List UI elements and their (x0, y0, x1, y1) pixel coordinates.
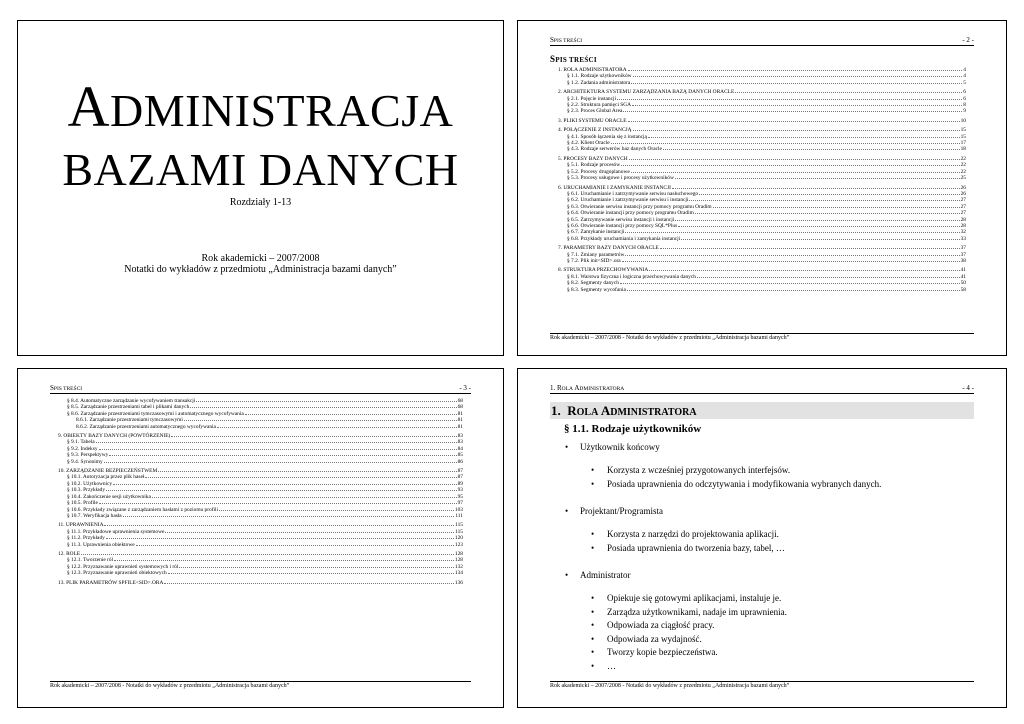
toc-leader-dots (136, 545, 454, 546)
toc-entry-title: 11. UPRAWNIENIA (58, 522, 104, 529)
responsibility-item: • Opiekuje się gotowymi aplikacjami, instaluje je. (562, 592, 986, 606)
page-number: - 3 - (459, 384, 471, 392)
toc-entry-page: 15 (960, 127, 966, 134)
toc-leader-dots (184, 420, 457, 421)
toc-entry-title: § 5.1. Rodzaje procesów (567, 162, 621, 169)
toc-entry-page: 38 (960, 257, 966, 264)
toc-leader-dots (695, 213, 960, 214)
responsibility-item: • Korzysta z narzędzi do projektowania aplikacji. (562, 528, 986, 542)
toc-leader-dots (104, 525, 454, 526)
toc-leader-dots (675, 220, 959, 221)
toc-entry-page: 26 (960, 190, 966, 197)
toc-entry-title: 8. STRUKTURA PRZECHOWYWANIA (558, 267, 649, 274)
toc-leader-dots (158, 471, 456, 472)
toc-leader-dots (681, 239, 959, 240)
toc-entry-page: 41 (960, 273, 966, 280)
toc-leader-dots (628, 121, 960, 122)
toc-entry-title: § 4.1. Sposób łączenia się z instancją (567, 133, 647, 140)
toc-leader-dots (623, 111, 962, 112)
toc-entry-title: § 2.1. Pojęcie instancji (567, 95, 616, 102)
toc-leader-dots (633, 76, 963, 77)
toc-entry-page: 120 (454, 535, 463, 542)
page-header (50, 383, 471, 394)
toc-entry-page: 27 (960, 210, 966, 217)
toc-entry-title: § 2.2. Struktura pamięci SGA (567, 102, 632, 109)
toc-entry-title: § 12.1. Tworzenie ról (67, 557, 114, 564)
toc-entry[interactable] (58, 570, 463, 576)
toc-entry[interactable] (558, 108, 966, 114)
toc-entry-page: 9 (963, 108, 966, 115)
toc-entry-title: 8.6.1. Zarządzanie przestrzeniami tymczasowymi (76, 417, 183, 424)
toc-leader-dots (672, 188, 960, 189)
toc-leader-dots (164, 583, 454, 584)
toc-leader-dots (699, 194, 959, 195)
toc-entry-title: § 6.5. Zatrzymywanie serwisu instancji i instancji (567, 216, 675, 223)
toc-entry-title: § 11.1. Przykładowe uprawnienia systemowe (67, 528, 165, 535)
toc-entry-page: 6 (963, 95, 966, 102)
toc-entry-page: 128 (454, 550, 463, 557)
toc-entry-title: § 8.5. Zarządzanie przestrzeniami tabel i plikami danych (67, 404, 190, 411)
toc-entry-page: 27 (960, 197, 966, 204)
toc-entry-page: 28 (960, 216, 966, 223)
toc-entry[interactable] (58, 459, 463, 465)
toc-entry-title: 8.6.2. Zarządzanie przestrzeniami automatycznego wycofywania (76, 423, 216, 430)
toc-leader-dots (113, 484, 456, 485)
toc-leader-dots (625, 232, 959, 233)
toc-entry[interactable] (558, 258, 966, 264)
toc-leader-dots (114, 560, 454, 561)
toc-entry-page: 134 (454, 570, 463, 577)
page-footer: Rok akademicki – 2007/2008 - Notatki do wykładów z przedmiotu „Administracja bazami danych” (550, 333, 974, 341)
toc-leader-dots (631, 83, 962, 84)
toc-entry-page: 86 (457, 458, 463, 465)
toc-entry-page: 83 (457, 433, 463, 440)
toc-entry-page: 25 (960, 175, 966, 182)
toc-entry-title: § 6.8. Przykłady uruchamiania i zamykania instancji (567, 235, 681, 242)
toc-leader-dots (123, 516, 455, 517)
toc-leader-dots (96, 442, 457, 443)
user-type-item: • Projektant/Programista (562, 505, 986, 517)
toc-leader-dots (165, 532, 454, 533)
course-notes: Notatki do wykładów z przedmiotu „Administracja bazami danych” (124, 264, 397, 275)
toc-entry-title: § 12.2. Przyznawanie uprawnień systemowych i ról (67, 563, 179, 570)
chapters-label: Rozdziały 1-13 (229, 197, 292, 208)
page-number: - 2 - (962, 36, 974, 44)
toc-entry-page: 89 (457, 480, 463, 487)
toc-leader-dots (196, 401, 456, 402)
toc-entry-title: § 7.1. Zmiany parametrów (567, 251, 625, 258)
toc-leader-dots (629, 159, 960, 160)
toc-entry-title: 9. OBIEKTY BAZY DANYCH (POWTÓRZENIE) (58, 433, 171, 440)
toc-leader-dots (617, 99, 962, 100)
toc-entry-page: 22 (960, 162, 966, 169)
user-type-item: • Administrator (562, 569, 986, 581)
toc-entry-page: 18 (960, 146, 966, 153)
toc-entry-title: § 11.3. Uprawnienia obiektowe (67, 541, 135, 548)
toc-entry-title: § 6.4. Otwieranie instancji przy pomocy programu Oradim (567, 210, 694, 217)
responsibility-item: • Korzysta z wcześniej przygotowanych interfejsów. (562, 464, 986, 478)
toc-entry-title: 3. PLIKI SYSTEMU ORACLE (558, 117, 627, 124)
page-number: - 4 - (962, 384, 974, 392)
toc-title: SPIS TREŚCI (550, 54, 597, 64)
toc-page-2 (517, 20, 1007, 356)
toc-entry-page: 22 (960, 168, 966, 175)
header-section-title: SPIS TREŚCI (50, 384, 83, 392)
toc-leader-dots (219, 510, 454, 511)
toc-entry-page: 10 (960, 117, 966, 124)
toc-leader-dots (106, 490, 457, 491)
toc-leader-dots (627, 290, 960, 291)
toc-leader-dots (628, 70, 963, 71)
toc-entry-title: 12. ROLE (58, 550, 81, 557)
toc-entry-page: 6 (963, 89, 966, 96)
toc-entry-title: § 6.2. Uruchamianie i zatrzymywanie serwisu i instancji (567, 197, 689, 204)
page-header (550, 383, 974, 394)
responsibility-item: • Posiada uprawnienia do tworzenia bazy, tabel, … (562, 542, 986, 556)
toc-leader-dots (106, 538, 454, 539)
toc-entry-page: 85 (457, 452, 463, 459)
toc-entry-title: 2. ARCHITEKTURA SYSTEMU ZARZĄDZANIA BAZĄ DANYCH ORACLE (558, 89, 735, 96)
toc-entry-page: 97 (457, 500, 463, 507)
toc-entry-page: 33 (960, 235, 966, 242)
toc-leader-dots (663, 149, 960, 150)
toc-entry-title: § 6.6. Otwieranie instancji przy pomocy SQL*Plus (567, 222, 678, 229)
title-line-1: ADMINISTRACJA (67, 74, 454, 139)
toc-entry-title: § 9.3. Perspektywy (67, 452, 109, 459)
toc-leader-dots (245, 414, 457, 415)
toc-entry-title: § 7.2. Plik init<SID>.ora (567, 257, 621, 264)
toc-entry-page: 15 (960, 133, 966, 140)
toc-entry-page: 111 (455, 512, 463, 519)
course-info (18, 253, 503, 275)
toc-leader-dots (217, 427, 457, 428)
toc-entry[interactable] (58, 542, 463, 548)
toc-entry-title: 4. POŁĄCZENIE Z INSTANCJĄ (558, 127, 632, 134)
toc-leader-dots (104, 462, 457, 463)
toc-entry-title: § 10.2. Użytkownicy (67, 480, 113, 487)
table-of-contents (558, 67, 966, 293)
toc-entry-title: § 6.3. Otwieranie serwisu instancji przy pomocy programu Oradim (567, 203, 712, 210)
toc-entry-title: 7. PARAMETRY BAZY DANYCH ORACLE (558, 245, 659, 252)
toc-entry[interactable] (58, 513, 463, 519)
toc-entry-page: 58 (960, 286, 966, 293)
toc-leader-dots (145, 477, 456, 478)
responsibility-item: • Posiada uprawnienia do odczytywania i modyfikowania wybranych danych. (562, 478, 986, 492)
toc-leader-dots (620, 283, 960, 284)
toc-entry-title: § 5.2. Procesy drugoplanowe (567, 168, 630, 175)
toc-entry-page: 136 (454, 579, 463, 586)
toc-entry-title: 13. PLIK PARAMETRÓW SPFILE<SID>.ORA (58, 579, 164, 586)
toc-entry-title: § 8.2. Segmenty danych (567, 280, 619, 287)
toc-leader-dots (171, 436, 456, 437)
toc-leader-dots (109, 455, 456, 456)
toc-entry-title: § 9.4. Synonimy (67, 458, 103, 465)
content-page-4 (517, 368, 1007, 708)
toc-leader-dots (689, 200, 959, 201)
toc-entry-title: § 1.1. Rodzaje użytkowników (567, 73, 632, 80)
toc-entry-title: § 1.2. Zadania administratora (567, 79, 631, 86)
table-of-contents (58, 398, 463, 586)
toc-entry-title: § 8.3. Segmenty wycofania (567, 286, 626, 293)
page-header (550, 35, 974, 46)
toc-entry-page: 28 (960, 222, 966, 229)
header-section-title: 1. ROLA ADMINISTRATORA (550, 384, 625, 392)
responsibility-item: • Odpowiada za ciągłość pracy. (562, 619, 986, 633)
toc-entry-page: 68 (457, 404, 463, 411)
toc-entry-page: 132 (454, 563, 463, 570)
toc-leader-dots (621, 165, 959, 166)
toc-entry-page: 115 (455, 522, 463, 529)
toc-entry-title: § 6.1. Uruchamianie i zatrzymywanie serwisu nasłuchowego (567, 190, 699, 197)
responsibility-item: • Zarządza użytkownikami, nadaje im uprawnienia. (562, 606, 986, 620)
toc-entry-page: 41 (960, 267, 966, 274)
toc-leader-dots (632, 105, 962, 106)
toc-leader-dots (660, 248, 960, 249)
responsibility-item: • … (562, 660, 986, 674)
toc-entry-title: 1. ROLA ADMINISTRATORA (558, 67, 627, 73)
toc-leader-dots (99, 449, 457, 450)
toc-entry-title: § 8.4. Automatyczne zarządzanie wycofywaniem transakcji (67, 398, 196, 404)
toc-leader-dots (152, 497, 457, 498)
toc-leader-dots (713, 207, 960, 208)
toc-entry-page: 81 (457, 410, 463, 417)
toc-entry-title: § 2.3. Proces Global Area (567, 108, 623, 115)
toc-leader-dots (81, 554, 454, 555)
responsibility-item: • Tworzy kopie bezpieczeństwa. (562, 646, 986, 660)
toc-leader-dots (649, 270, 959, 271)
toc-leader-dots (675, 178, 960, 179)
toc-entry-title: § 10.4. Zakończenie sesji użytkownika (67, 493, 151, 500)
toc-entry-title: § 10.7. Weryfikacja hasła (67, 512, 122, 519)
toc-leader-dots (633, 130, 960, 131)
toc-entry-title: § 11.2. Przykłady (67, 535, 105, 542)
toc-entry-page: 87 (457, 468, 463, 475)
toc-leader-dots (190, 407, 456, 408)
toc-leader-dots (648, 137, 960, 138)
toc-entry-title: 10. ZARZĄDZANIE BEZPIECZEŃSTWEM (58, 468, 158, 475)
toc-entry-page: 37 (960, 251, 966, 258)
toc-entry-title: § 4.3. Rodzaje serwerów baz danych Oracle (567, 146, 662, 153)
toc-entry-title: § 8.1. Warstwa fizyczna i logiczna przechowywania danych (567, 273, 696, 280)
page-footer: Rok akademicki – 2007/2008 - Notatki do wykładów z przedmiotu „Administracja bazami danych” (550, 681, 974, 689)
toc-entry-page: 22 (960, 155, 966, 162)
toc-entry-page: 115 (455, 528, 463, 535)
toc-leader-dots (678, 226, 959, 227)
toc-leader-dots (697, 277, 960, 278)
toc-entry-page: 123 (454, 541, 463, 548)
toc-entry-page: 81 (457, 423, 463, 430)
toc-entry-page: 8 (963, 102, 966, 109)
toc-entry-title: § 12.3. Przyznawanie uprawnień obiektowych (67, 570, 167, 577)
toc-leader-dots (168, 573, 454, 574)
toc-leader-dots (99, 503, 457, 504)
toc-entry-page: 128 (454, 557, 463, 564)
toc-entry-page: 81 (457, 417, 463, 424)
toc-entry-title: § 8.6. Zarządzanie przestrzeniami tymczasowymi i automatycznego wycofywania (67, 410, 244, 417)
toc-entry-title: § 9.1. Tabela (67, 439, 95, 446)
toc-entry-page: 5 (963, 79, 966, 86)
toc-entry-title: § 10.6. Przykłady związane z zarządzaniem hasłami z poziomu profili (67, 506, 219, 513)
toc-entry-title: § 10.1. Autoryzacja przez plik haseł (67, 474, 145, 481)
toc-entry-page: 93 (457, 487, 463, 494)
responsibility-item: • Odpowiada za wydajność. (562, 633, 986, 647)
title-line-2: BAZAMI DANYCH (62, 144, 459, 195)
toc-entry-page: 95 (457, 493, 463, 500)
toc-entry[interactable] (58, 580, 463, 586)
toc-entry-title: § 6.7. Zamykanie instancji (567, 229, 625, 236)
toc-entry[interactable] (558, 118, 966, 124)
toc-leader-dots (611, 143, 960, 144)
toc-entry-page: 103 (454, 506, 463, 513)
toc-entry-page: 27 (960, 203, 966, 210)
toc-entry-page: 87 (457, 474, 463, 481)
toc-leader-dots (622, 261, 960, 262)
toc-entry-page: 4 (963, 67, 966, 73)
user-type-item: • Użytkownik końcowy (562, 441, 986, 453)
toc-page-3 (17, 368, 504, 708)
toc-entry-title: 5. PROCESY BAZY DANYCH (558, 155, 628, 162)
toc-entry-page: 26 (960, 184, 966, 191)
toc-entry-title: § 9.2. Indeksy (67, 445, 98, 452)
section-body (562, 441, 986, 673)
toc-entry-page: 84 (457, 445, 463, 452)
toc-entry-page: 50 (960, 280, 966, 287)
toc-entry[interactable] (558, 175, 966, 181)
section-heading: § 1.1. Rodzaje użytkowników (564, 423, 702, 435)
toc-leader-dots (735, 92, 962, 93)
toc-entry-page: 32 (960, 229, 966, 236)
toc-entry-title: § 5.3. Procesy usługowe i procesy użytkowników (567, 175, 674, 182)
toc-entry-title: § 4.2. Klient Oracle (567, 140, 610, 147)
toc-entry[interactable] (558, 236, 966, 242)
toc-entry[interactable] (558, 146, 966, 152)
header-section-title: SPIS TREŚCI (550, 36, 583, 44)
toc-entry-page: 68 (457, 398, 463, 404)
page-footer: Rok akademicki – 2007/2008 - Notatki do wykładów z przedmiotu „Administracja bazami danych” (50, 681, 471, 689)
toc-entry-title: 6. URUCHAMIANIE I ZAMYKANIE INSTANCJI (558, 184, 671, 191)
title-page (17, 20, 504, 356)
toc-entry[interactable] (558, 287, 966, 293)
toc-entry-page: 37 (960, 245, 966, 252)
toc-entry-page: 4 (963, 73, 966, 80)
toc-entry[interactable] (558, 80, 966, 86)
toc-entry-page: 17 (960, 140, 966, 147)
toc-entry-page: 83 (457, 439, 463, 446)
chapter-heading: 1. ROLA ADMINISTRATORA (550, 402, 974, 419)
academic-year: Rok akademicki – 2007/2008 (201, 253, 320, 264)
toc-leader-dots (625, 255, 959, 256)
toc-entry-title: § 10.3. Przykłady (67, 487, 106, 494)
toc-entry[interactable] (58, 424, 463, 430)
toc-entry-title: § 10.5. Profile (67, 500, 98, 507)
toc-leader-dots (631, 172, 960, 173)
toc-leader-dots (179, 567, 454, 568)
